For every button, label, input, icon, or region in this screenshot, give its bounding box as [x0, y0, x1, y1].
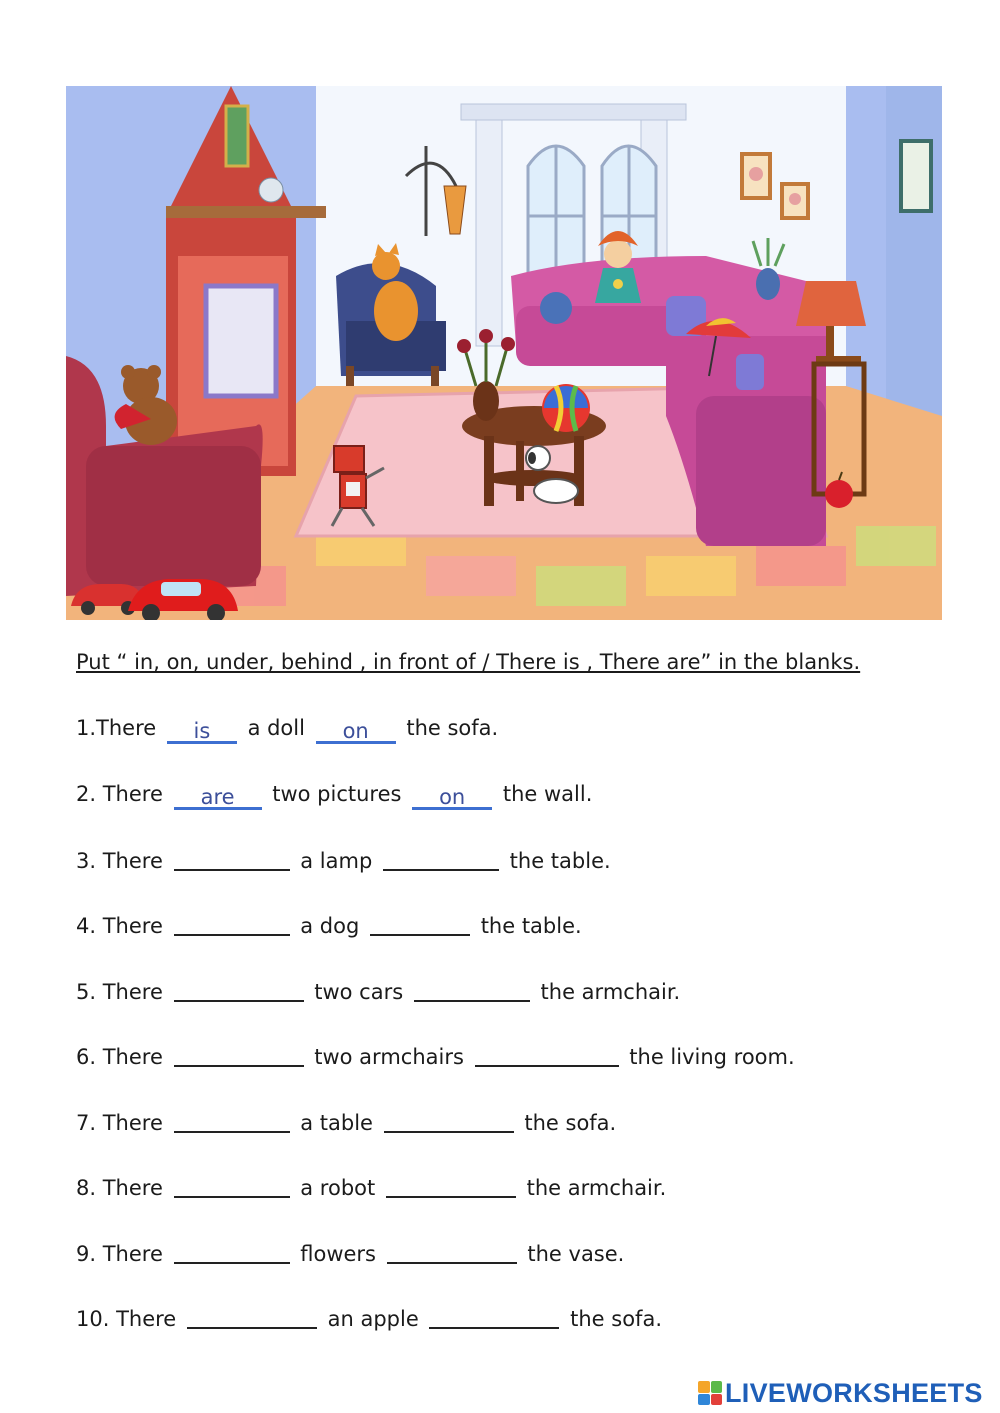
sentence-end: the table. [509, 849, 611, 873]
answer-blank-2[interactable] [414, 978, 530, 1002]
wall-picture-1 [742, 154, 770, 198]
sentence-middle: a table [300, 1111, 373, 1135]
sentence-start: 4. There [76, 914, 163, 938]
sentence-middle: two cars [314, 980, 404, 1004]
logo-text: LIVEWORKSHEETS [725, 1377, 983, 1408]
sentence-start: 5. There [76, 980, 163, 1004]
sentence-10 [76, 1305, 662, 1331]
sentence-end: the wall. [502, 782, 593, 806]
sentence-middle: an apple [327, 1307, 419, 1331]
answer-blank-1[interactable] [187, 1305, 317, 1329]
answer-blank-2[interactable]: on [412, 785, 492, 810]
answer-blank-2[interactable] [383, 847, 499, 871]
answer-blank-1[interactable] [174, 1043, 304, 1067]
answer-blank-1[interactable] [174, 1240, 290, 1264]
answer-blank-1[interactable]: is [167, 719, 237, 744]
sentence-middle: two armchairs [314, 1045, 464, 1069]
sentence-6 [76, 1043, 795, 1069]
sentence-end: the armchair. [526, 1176, 667, 1200]
sentence-start: 6. There [76, 1045, 163, 1069]
sentence-2 [76, 782, 592, 810]
liveworksheets-logo[interactable] [698, 1376, 983, 1410]
instruction-text: Put “ in, on, under, behind , in front of / There is , There are” in the blanks. [76, 650, 861, 674]
sentence-3 [76, 847, 611, 873]
sentence-end: the vase. [527, 1242, 625, 1266]
sentence-middle: a doll [247, 716, 305, 740]
sentence-start: 7. There [76, 1111, 163, 1135]
sentence-end: the living room. [629, 1045, 795, 1069]
answer-blank-1[interactable]: are [174, 785, 262, 810]
sentence-end: the sofa. [524, 1111, 617, 1135]
answer-blank-2[interactable] [387, 1240, 517, 1264]
answer-blank-2[interactable] [429, 1305, 559, 1329]
sentence-start: 9. There [76, 1242, 163, 1266]
logo-mark-icon [698, 1381, 722, 1405]
answer-blank-2[interactable]: on [316, 719, 396, 744]
answer-blank-2[interactable] [384, 1109, 514, 1133]
sentence-middle: a lamp [300, 849, 373, 873]
answer-blank-1[interactable] [174, 1109, 290, 1133]
sentence-start: 3. There [76, 849, 163, 873]
sentence-4 [76, 912, 582, 938]
sentence-end: the armchair. [540, 980, 681, 1004]
sentence-start: 10. There [76, 1307, 177, 1331]
living-room-illustration [66, 86, 942, 620]
sentence-9 [76, 1240, 624, 1266]
wall-picture-2 [782, 184, 808, 218]
answer-blank-1[interactable] [174, 1174, 290, 1198]
answer-blank-1[interactable] [174, 912, 290, 936]
sentence-middle: flowers [300, 1242, 376, 1266]
sentence-start: 2. There [76, 782, 163, 806]
beach-ball [542, 384, 590, 432]
sentence-8 [76, 1174, 666, 1200]
sentence-end: the table. [480, 914, 582, 938]
sentence-middle: a dog [300, 914, 360, 938]
sentence-5 [76, 978, 680, 1004]
answer-blank-2[interactable] [386, 1174, 516, 1198]
answer-blank-2[interactable] [475, 1043, 619, 1067]
sentence-end: the sofa. [570, 1307, 662, 1331]
answer-blank-1[interactable] [174, 847, 290, 871]
sentence-1 [76, 716, 498, 744]
sentence-start: 1.There [76, 716, 157, 740]
sentence-7 [76, 1109, 616, 1135]
wall-picture-3 [901, 141, 931, 211]
sentence-middle: two pictures [272, 782, 402, 806]
answer-blank-2[interactable] [370, 912, 470, 936]
answer-blank-1[interactable] [174, 978, 304, 1002]
sentence-middle: a robot [300, 1176, 376, 1200]
sentence-end: the sofa. [406, 716, 499, 740]
sentence-start: 8. There [76, 1176, 163, 1200]
